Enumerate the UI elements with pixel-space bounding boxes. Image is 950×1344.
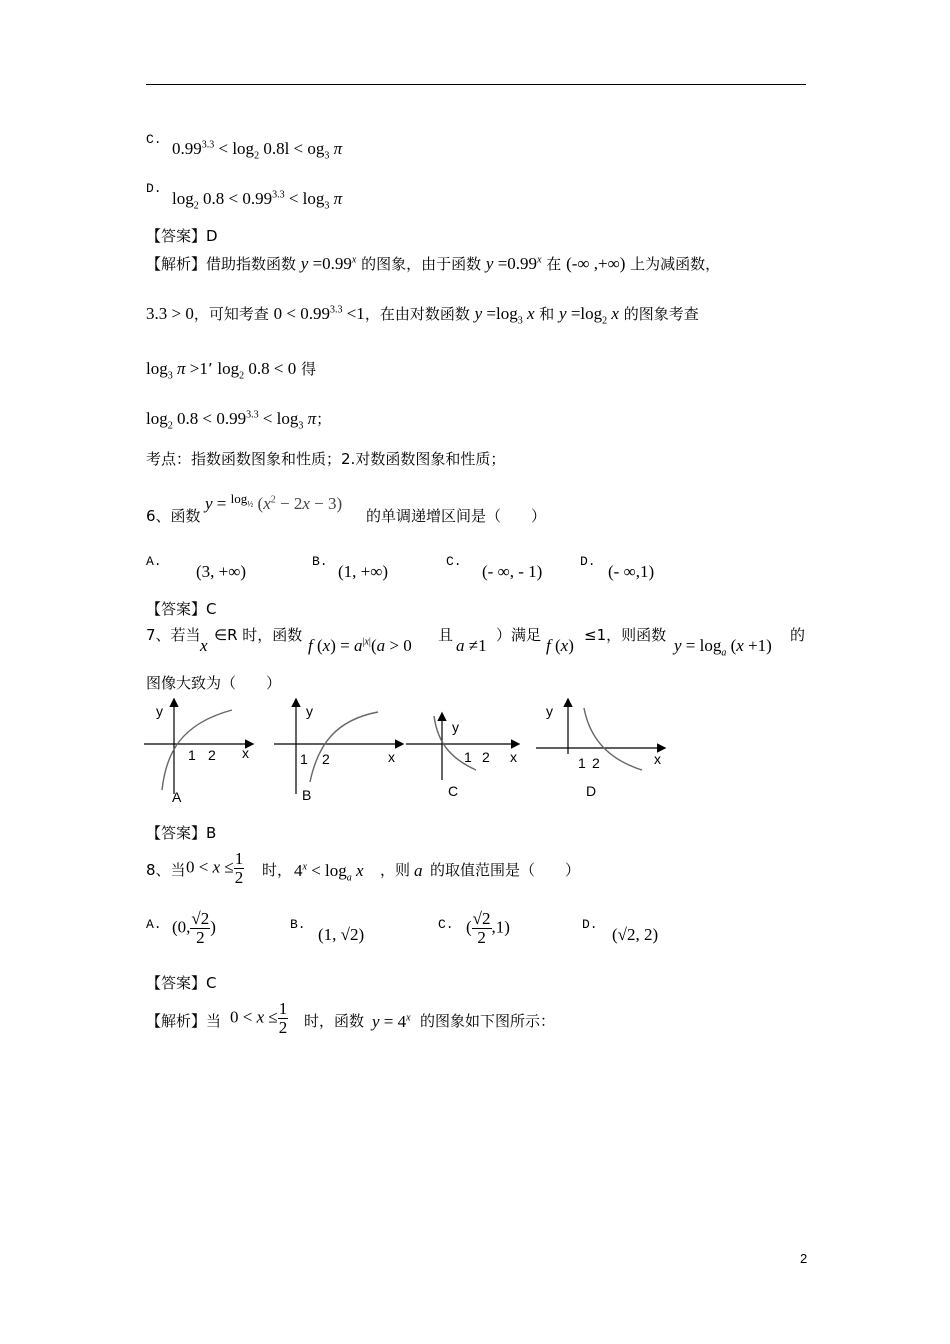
q8-inequality: $4^x < \log_a x$ [294, 861, 364, 884]
q6-option-c-value: (- ∞, - 1) [482, 562, 543, 581]
q5-analysis-line-3: $\log_3 \pi >1$’ $\log_2 0.8 < 0$ 得 [146, 359, 317, 382]
q7-graph-d-tick-1: 1 [578, 755, 586, 771]
q5-kaodian: 考点：指数函数图象和性质；2.对数函数图象和性质； [146, 450, 506, 468]
q6-answer: 【答案】C [146, 600, 217, 618]
q8-option-b-value: (1, √2) [318, 925, 365, 944]
q5-option-c-expr: $0.99^{3.3} < \log_2 0.8l < og_3$ π [172, 139, 343, 162]
q8-option-d-value: (√2, 2) [612, 925, 659, 944]
q8-stem-end: 的取值范围是（ ） [430, 861, 581, 879]
q6-option-d-label: D. [580, 554, 596, 569]
q7-graph-c-tick-1: 1 [464, 749, 472, 765]
q8-analysis-condition: 0 < x ≤ $\frac{1}{2}$ [230, 999, 288, 1037]
q7-func-f: f $(x) = a^{|x|}(a > 0$ [308, 636, 412, 655]
header-rule [146, 84, 806, 85]
q7-cond-a: a ≠1 [456, 636, 487, 655]
q6-stem-suffix: 的单调递增区间是（ ） [366, 507, 547, 525]
q7-graphs [140, 694, 680, 806]
q8-analysis-mid: 时，函数 [304, 1012, 365, 1030]
q5-option-d-expr: $\log_2 0.8 < 0.99^{3.3} < \log_3 \pi$ [172, 189, 343, 212]
q8-analysis-func: $y = 4^x$ [372, 1012, 411, 1031]
q7-graph-b-y-label: y [306, 703, 313, 719]
q7-graph-d-label: D [586, 783, 597, 799]
q7-graph-a [144, 700, 252, 805]
q8-stem-mid: 时， [262, 861, 293, 879]
q7-graph-b-tick-2: 2 [322, 751, 330, 767]
q5-analysis-line-1: 【解析】借助指数函数 $y =0.99^x$ 的图象，由于函数 $y =0.99^x$ 在 (-∞ ,+∞) 上为减函数， [146, 254, 721, 273]
q8-analysis-suffix: 的图象如下图所示： [420, 1012, 556, 1030]
q6-option-b-label: B. [312, 554, 328, 569]
q7-graph-b-label: B [302, 787, 312, 803]
q8-stem-prefix: 8、当 [146, 861, 186, 879]
q5-option-c-label: C. [146, 132, 162, 147]
q7-graph-c [406, 714, 518, 799]
q8-stem-suffix: ，则 [380, 861, 411, 879]
q7-graph-a-x-label: x [242, 745, 249, 761]
q6-option-a-value: (3, +∞) [196, 562, 247, 581]
q5-analysis-line-2: 3.3 > 0，可知考查 $0 < 0.99^{3.3} <1$，在由对数函数 $y =\log_3$ x 和 $y =\log_2$ x 的图象考查 [146, 304, 699, 327]
q7-stem-e: ≤1，则函数 [584, 626, 667, 644]
q7-stem-c: 且 [438, 626, 454, 644]
q7-graph-b-tick-1: 1 [300, 751, 308, 767]
q7-graph-c-x-label: x [510, 749, 517, 765]
q7-log-func: $y = \log_a (x +1)$ [674, 636, 772, 659]
q7-var-x: x [200, 636, 208, 655]
q7-stem-a: 7、若当 [146, 626, 201, 644]
q8-option-c-value: ( $\frac{√2}{2}$ ,1) [466, 909, 510, 947]
q7-stem-d: ）满足 [496, 626, 542, 644]
q7-graph-a-y-label: y [156, 703, 163, 719]
q6-function-expr: y = $^{log_{\frac{1}{2}}}$ $(x^2 - 2x - 3)$ [205, 491, 343, 513]
q7-stem-f: 的 [790, 626, 806, 644]
q7-graph-c-tick-2: 2 [482, 749, 490, 765]
q6-stem-prefix: 6、函数 [146, 507, 201, 525]
q8-analysis-prefix: 【解析】当 [146, 1012, 222, 1030]
q7-graph-b-x-label: x [388, 749, 395, 765]
q6-option-d-value: (- ∞,1) [608, 562, 655, 581]
q8-var-a: a [414, 861, 423, 880]
q7-graph-d [536, 700, 664, 799]
q5-option-d-label: D. [146, 181, 162, 196]
q5-answer: 【答案】D [146, 227, 218, 245]
q7-graph-a-label: A [172, 789, 182, 805]
q7-stem-b: ∈R 时，函数 [214, 626, 303, 644]
q8-option-b-label: B. [290, 917, 306, 932]
q7-graph-b [274, 700, 402, 803]
q8-option-d-label: D. [582, 917, 598, 932]
q8-answer: 【答案】C [146, 974, 217, 992]
q7-graph-c-label: C [448, 783, 459, 799]
page-number: 2 [800, 1251, 808, 1266]
q8-option-a-value: (0, $\frac{√2}{2}$ ) [172, 909, 216, 947]
q8-condition: 0 < x ≤ $\frac{1}{2}$ [186, 849, 244, 887]
q7-stem-line2: 图像大致为（ ） [146, 674, 282, 692]
q8-option-a-label: A. [146, 917, 162, 932]
q6-option-b-value: (1, +∞) [338, 562, 389, 581]
q7-fx: f (x) [546, 636, 574, 655]
q8-option-c-label: C. [438, 917, 454, 932]
q7-graph-d-y-label: y [546, 703, 553, 719]
q7-graph-a-tick-2: 2 [208, 747, 216, 763]
q6-option-a-label: A. [146, 554, 162, 569]
q7-graph-c-y-label: y [452, 719, 459, 735]
q7-graph-d-x-label: x [654, 751, 661, 767]
q7-graph-a-tick-1: 1 [188, 747, 196, 763]
q7-graph-d-tick-2: 2 [592, 755, 600, 771]
q7-answer: 【答案】B [146, 824, 217, 842]
q5-analysis-line-4: $\log_2 0.8 < 0.99^{3.3} < \log_3 \pi$； [146, 409, 332, 432]
q6-option-c-label: C. [446, 554, 462, 569]
